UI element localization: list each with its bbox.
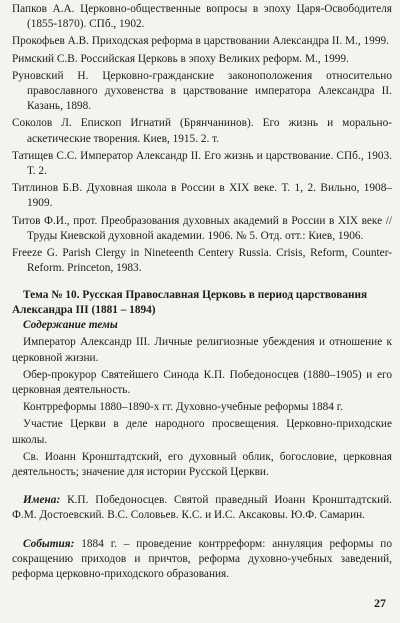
events-text: 1884 г. – проведение контрреформ: аннуляция реформы по сокращению приходов и причтов, реформа духовно-учебных заведений, реформа церковно-приходского образования. — [12, 537, 392, 581]
reference-item: Папков А.А. Церковно-общественные вопросы в эпоху Царя-Освободителя (1855-1870). СПб., 1902. — [12, 3, 392, 31]
topic-title: Тема № 10. Русская Православная Церковь в период царствования Александра III (1881 – 1894) — [12, 289, 368, 317]
page-number: 27 — [374, 596, 386, 610]
names-text: К.П. Победоносцев. Святой праведный Иоанн Кронштадтский. Ф.М. Достоевский. В.С. Соловьев. К.С. и И.С. Аксаковы. Ю.Ф. Самарин. — [12, 494, 392, 522]
names-paragraph — [12, 493, 392, 523]
reference-item: Титлинов Б.В. Духовная школа в России в XIX веке. Т. 1, 2. Вильно, 1908–1909. — [12, 182, 392, 210]
content-heading: Содержание темы — [23, 319, 118, 332]
reference-list — [12, 2, 392, 276]
reference-item: Руновский Н. Церковно-гражданские законоположения относительно православного духовенства в царствование императора Александра II. Казань, 1898. — [12, 69, 392, 113]
reference-item: Прокофьев А.В. Приходская реформа в царствовании Александра II. М., 1999. — [12, 35, 389, 48]
reference-item: Татищев С.С. Император Александр II. Его жизнь и царствование. СПб., 1903. Т. 2. — [12, 149, 392, 178]
reference-item: Римский С.В. Российская Церковь в эпоху Великих реформ. М., 1999. — [12, 52, 349, 65]
names-label: Имена: — [23, 494, 61, 507]
events-label: События: — [23, 537, 75, 550]
reference-item: Титов Ф.И., прот. Преобразования духовных академий в России в XIX веке // Труды Киевской духовной академии. 1906. № 5. Отд. отт.: Киев, 1906. — [12, 214, 392, 242]
topic-paragraph: Участие Церкви в деле народного просвещения. Церковно-приходские школы. — [12, 418, 392, 446]
topic-paragraph: Св. Иоанн Кронштадтский, его духовный облик, богословие, церковная деятельность; значение для истории Русской Церкви. — [12, 450, 392, 479]
topic-paragraph: Обер-прокурор Святейшего Синода К.П. Победоносцев (1880–1905) и его церковная деятельность. — [12, 368, 392, 397]
reference-item: Соколов Л. Епископ Игнатий (Брянчанинов). Его жизнь и морально-аскетические творения. Киев, 1915. 2. т. — [12, 117, 392, 145]
page-body — [12, 2, 392, 584]
topic-paragraph: Император Александр III. Личные религиозные убеждения и отношение к церковной жизни. — [12, 336, 392, 364]
events-paragraph — [12, 537, 392, 583]
topic-paragraph: Контрреформы 1880–1890-х гг. Духовно-учебные реформы 1884 г. — [23, 401, 343, 414]
reference-item: Freeze G. Parish Clergy in Nineteenth Centery Russia. Crisis, Reform, Counter-Reform. Princeton, 1983. — [12, 247, 392, 275]
